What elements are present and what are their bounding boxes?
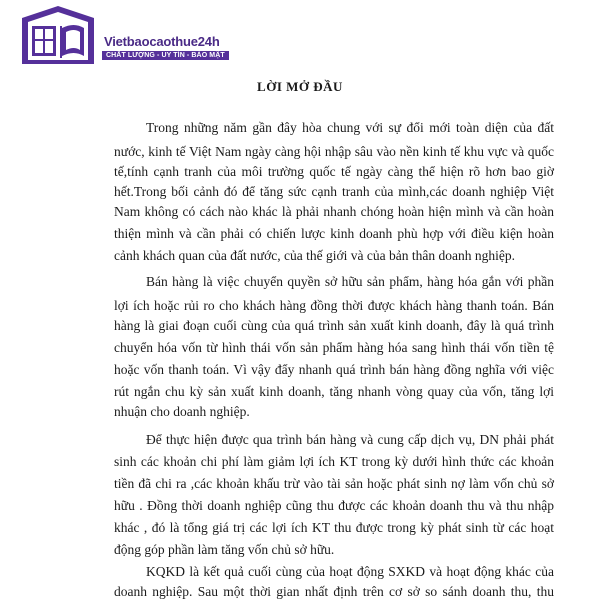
text-line: Nam không có cách nào khác là phải nhanh chóng hoàn hiện mình và cần hoàn [114, 204, 554, 219]
brand-tagline: CHẤT LƯỢNG - UY TÍN - BẢO MẬT [102, 51, 229, 60]
text-line: nước, kinh tế Việt Nam ngày càng hội nhập sâu vào nền kinh tế khu vực và quốc [114, 144, 554, 159]
text-line: Bán hàng là việc chuyển quyền sở hữu sản phẩm, hàng hóa gắn với phần [146, 274, 554, 289]
text-line: rút ngắn chu kỳ sản xuất kinh doanh, tăng nhanh vòng quay của vốn, tăng lợi [114, 384, 554, 399]
text-line: cảnh khách quan của đất nước, của thế giới và của bản thân doanh nghiệp. [114, 248, 515, 263]
text-line: doanh nghiệp. Sau một thời gian nhất định trên cơ sở so sánh doanh thu, thu [114, 584, 554, 599]
text-line: hàng là giai đoạn cuối cùng của quá trình sản xuất kinh doanh, đây là quá trình [114, 318, 554, 333]
text-line: chuyển hóa vốn từ hình thái vốn sản phẩm hàng hóa sang hình thái vốn tiền tệ [114, 340, 554, 355]
text-line: hết.Trong bối cảnh đó để tăng sức cạnh tranh của mình,các doanh nghiệp Việt [114, 184, 554, 199]
text-line: nhuận cho doanh nghiệp. [114, 404, 250, 419]
book-house-icon [18, 4, 102, 68]
text-line: tế,tính cạnh tranh của môi trường quốc tế ngày càng thể hiện rõ hơn bao giờ [114, 164, 554, 179]
text-line: động góp phần làm tăng vốn chủ sở hữu. [114, 542, 335, 557]
brand-name: Vietbaocaothue24h [104, 34, 220, 49]
document-title: LỜI MỞ ĐẦU [257, 79, 343, 94]
text-line: sinh các khoản chi phí làm giảm lợi ích KT trong kỳ dưới hình thức các khoản [114, 454, 554, 469]
text-line: Để thực hiện được qua trình bán hàng và cung cấp dịch vụ, DN phải phát [146, 432, 554, 447]
text-line: khác , đó là tổng giá trị các lợi ích KT thu được trong kỳ phát sinh từ các hoạt [114, 520, 554, 535]
text-line: thiện mình và cần phải có chiến lược kinh doanh phù hợp với điều kiện hoàn [114, 226, 554, 241]
brand-logo[interactable] [18, 4, 225, 68]
text-line: lợi ích hoặc rủi ro cho khách hàng đồng thời được khách hàng thanh toán. Bán [114, 298, 554, 313]
text-line: tiền đã chi ra ,các khoản khấu trừ vào tài sản hoặc phát sinh nợ làm vốn chủ sở [114, 476, 554, 491]
text-line: Trong những năm gần đây hòa chung với sự đổi mới toàn diện của đất [146, 120, 554, 135]
text-line: KQKD là kết quả cuối cùng của hoạt động SXKD và hoạt động khác của [146, 564, 554, 579]
text-line: hữu . Đồng thời doanh nghiệp cũng thu được các khoản doanh thu và thu nhập [114, 498, 554, 513]
text-line: hoặc vốn thanh toán. Vì vậy đẩy nhanh quá trình bán hàng đồng nghĩa với việc [114, 362, 554, 377]
